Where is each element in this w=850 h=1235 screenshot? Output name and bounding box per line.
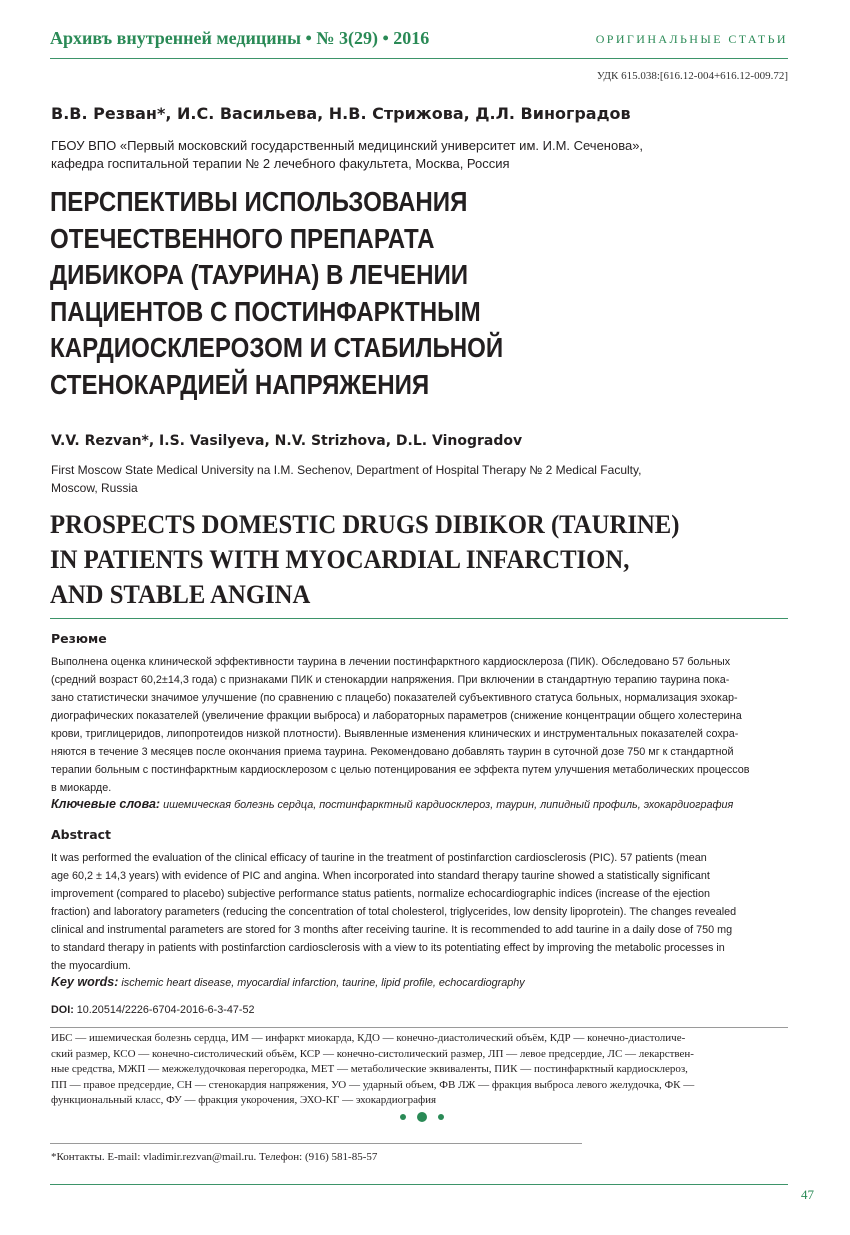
keywords-en (51, 975, 525, 989)
page-number: 47 (801, 1187, 814, 1202)
affiliation-ru (51, 137, 751, 173)
affiliation-ru-line: ГБОУ ВПО «Первый московский государственный медицинский университет им. И.М. Сеченова», (51, 138, 644, 153)
resume-line: (средний возраст 60,2±14,3 года) с признаками ПИК и стенокардии напряжения. При включении в стандартную терапию таурина пока- (51, 674, 730, 686)
keywords-ru (51, 797, 733, 811)
keywords-en-label: Key words: (51, 975, 119, 989)
contact-footnote: *Контакты. E-mail: vladimir.rezvan@mail.ru. Телефон: (916) 581-85-57 (51, 1151, 378, 1163)
title-en-line: PROSPECTS DOMESTIC DRUGS DIBIKOR (TAURINE) (50, 510, 680, 539)
abstract-line: improvement (compared to placebo) subjective performance status patients, normalize echocardiographic indices (increase of the ejection (51, 888, 710, 900)
article-title-en (50, 507, 790, 612)
doi (51, 1004, 255, 1016)
abstract-text (51, 849, 789, 975)
udc-code: УДК 615.038:[616.12-004+616.12-009.72] (596, 70, 788, 82)
abstract-line: age 60,2 ± 14,3 years) with evidence of PIC and angina. When incorporated into standard therapy taurine showed a statistically significant (51, 870, 710, 882)
ornament-dot (438, 1114, 444, 1120)
abbreviations-divider (50, 1027, 788, 1028)
doi-label: DOI: (51, 1004, 74, 1016)
title-ru-line: СТЕНОКАРДИЕЙ НАПРЯЖЕНИЯ (50, 368, 430, 400)
abstract-line: clinical and instrumental parameters are stored for 3 months after receiving taurine. It is recommended to add taurine in a daily dose of 750 mg (51, 924, 733, 936)
title-ru-line: ДИБИКОРА (ТАУРИНА) В ЛЕЧЕНИИ (50, 259, 469, 291)
authors-ru: В.В. Резван*, И.С. Васильева, Н.В. Стрижова, Д.Л. Виноградов (51, 104, 631, 123)
title-en-line: AND STABLE ANGINA (50, 580, 311, 609)
keywords-en-list: ischemic heart disease, myocardial infarction, taurine, lipid profile, echocardiography (121, 977, 525, 989)
section-divider (50, 618, 788, 619)
resume-line: в миокарде. (51, 782, 112, 794)
abbreviations-line: функциональный класс, ФУ — фракция укорочения, ЭХО-КГ — эхокардиография (51, 1094, 437, 1106)
journal-title: Архивъ внутренней медицины • № 3(29) • 2016 (50, 28, 430, 48)
abbreviations-line: ПП — правое предсердие, СН — стенокардия напряжения, УО — ударный объем, ФВ ЛЖ — фракция выброса левого желудочка, ФК — (51, 1078, 695, 1091)
affiliation-ru-line: кафедра госпитальной терапии № 2 лечебного факультета, Москва, Россия (51, 156, 510, 171)
doi-link[interactable]: 10.20514/2226-6704-2016-6-3-47-52 (76, 1004, 255, 1016)
abbreviations-line: ные средства, МЖП — межжелудочковая перегородка, МЕТ — метаболические эквиваленты, ПИК — постинфарктный кардиосклероз, (51, 1063, 688, 1075)
keywords-ru-list: ишемическая болезнь сердца, постинфарктный кардиосклероз, таурин, липидный профиль, эхокардиография (163, 799, 734, 811)
abstract-line: the myocardium. (51, 960, 131, 972)
resume-heading: Резюме (51, 631, 107, 646)
running-header (50, 28, 788, 56)
affiliation-en-line: First Moscow State Medical University na I.M. Sechenov, Department of Hospital Therapy № 2 Medical Faculty, (51, 463, 642, 477)
article-title-ru (50, 184, 770, 404)
affiliation-en-line: Moscow, Russia (51, 481, 138, 495)
resume-line: няются в течение 3 месяцев после окончания приема таурина. Рекомендовано добавлять таурин в суточной дозе 750 мг к стандартной (51, 746, 734, 758)
title-ru-line: ПЕРСПЕКТИВЫ ИСПОЛЬЗОВАНИЯ (50, 186, 468, 217)
title-ru-line: КАРДИОСКЛЕРОЗОМ И СТАБИЛЬНОЙ (50, 332, 504, 364)
authors-en: V.V. Rezvan*, I.S. Vasilyeva, N.V. Strizhova, D.L. Vinogradov (51, 433, 523, 449)
ornament-dot (417, 1112, 427, 1122)
resume-line: крови, триглицеридов, липопротеидов низкой плотности). Выявленные изменения клинических и инструментальных показателей сохра- (51, 728, 739, 740)
keywords-ru-label: Ключевые слова: (51, 797, 161, 811)
title-ru-line: ОТЕЧЕСТВЕННОГО ПРЕПАРАТА (50, 222, 435, 254)
ornament-dots (396, 1110, 452, 1124)
abstract-line: fraction) and laboratory parameters (reducing the concentration of total cholesterol, triglycerides, low density lipoprotein). The changes revealed (51, 906, 737, 918)
affiliation-en (51, 461, 751, 497)
footnote-divider (50, 1143, 582, 1144)
resume-line: Выполнена оценка клинической эффективности таурина в лечении постинфарктного кардиосклероза (ПИК). Обследовано 57 больных (51, 656, 731, 668)
footer-divider (50, 1184, 788, 1185)
resume-text (51, 653, 789, 797)
resume-line: зано статистически значимое улучшение (по сравнению с плацебо) показателей субъективного статуса больных, нормализация эхокар- (51, 692, 738, 704)
title-ru-line: ПАЦИЕНТОВ С ПОСТИНФАРКТНЫМ (50, 295, 481, 327)
section-label: ОРИГИНАЛЬНЫЕ СТАТЬИ (595, 32, 788, 46)
abbreviations-line: ИБС — ишемическая болезнь сердца, ИМ — инфаркт миокарда, КДО — конечно-диастолический объём, КДР — конечно-диастоличе- (51, 1032, 686, 1044)
resume-line: терапии больным с постинфарктным кардиосклерозом с целью потенцирования ее эффекта путем улучшения метаболических процессов (51, 764, 750, 776)
abbreviations-list (51, 1031, 791, 1109)
title-en-line: IN PATIENTS WITH MYOCARDIAL INFARCTION, (50, 545, 630, 574)
abstract-line: It was performed the evaluation of the clinical efficacy of taurine in the treatment of postinfarction cardiosclerosis (PIC). 57 patients (mean (51, 852, 707, 864)
resume-line: диографических показателей (увеличение фракции выброса) и лабораторных параметров (снижение концентрации общего холестерина (51, 710, 742, 722)
abstract-heading: Abstract (51, 827, 112, 842)
header-divider (50, 58, 788, 59)
ornament-dot (400, 1114, 406, 1120)
abstract-line: to standard therapy in patients with postinfarction cardiosclerosis with a view to its potentiating effect by improving the metabolic processes in (51, 942, 725, 954)
abbreviations-line: ский размер, КСО — конечно-систолический объём, КСР — конечно-систолический размер, ЛП — левое предсердие, ЛС — лекарствен- (51, 1047, 694, 1060)
